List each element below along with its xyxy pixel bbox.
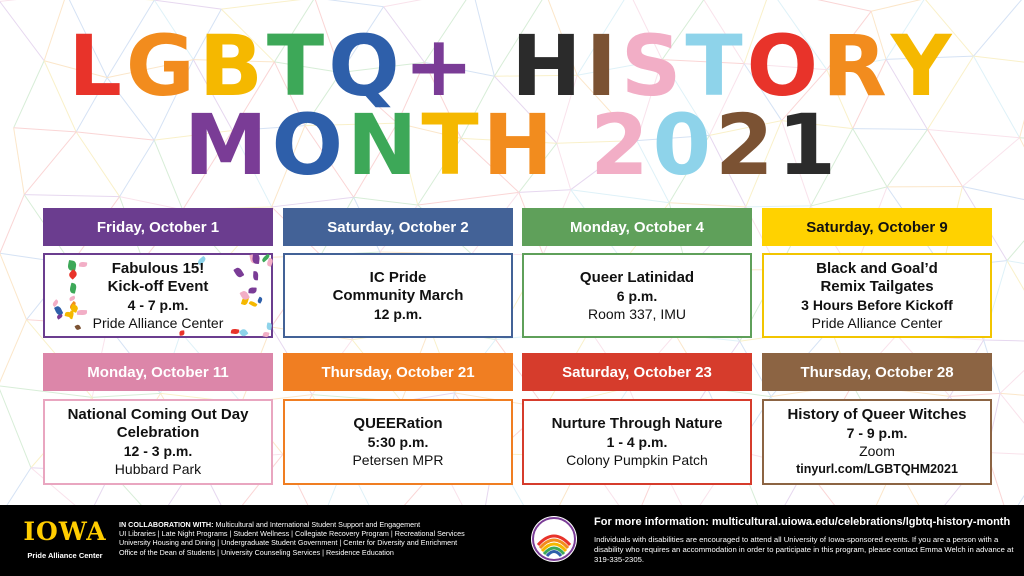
event-place: Zoom — [859, 443, 895, 459]
title-letter: B — [198, 17, 267, 115]
event-place: Pride Alliance Center — [811, 314, 943, 331]
confetti-piece — [68, 283, 77, 294]
event-place: Petersen MPR — [352, 452, 444, 468]
collab-line: UI Libraries | Late Night Programs | Student Wellness | Collegiate Recovery Program | Recreational Services — [119, 529, 465, 539]
collab-line: University Housing and Dining | Undergraduate Student Government | Center for Diversity and Enrichment — [119, 538, 458, 548]
title-letter: Y — [890, 17, 956, 115]
confetti-piece — [179, 331, 185, 336]
confetti-piece — [263, 331, 270, 337]
event-name: Nurture Through Nature — [551, 415, 723, 432]
event-name: Remix Tailgates — [820, 277, 934, 295]
event-time: 4 - 7 p.m. — [127, 296, 189, 313]
event-card — [522, 399, 752, 485]
pride-seal-icon — [530, 515, 578, 563]
title-letter: 0 — [652, 96, 716, 194]
confetti-piece — [257, 297, 264, 304]
event-card — [762, 253, 992, 338]
event-place: Colony Pumpkin Patch — [566, 452, 708, 468]
event-time: 3 Hours Before Kickoff — [801, 296, 953, 313]
event-name: QUEERation — [353, 415, 443, 432]
title-letter: + — [403, 17, 479, 115]
confetti-piece — [251, 254, 259, 265]
event-card — [43, 253, 273, 338]
event-card — [43, 399, 273, 485]
accessibility-disclaimer: Individuals with disabilities are encouraged to attend all University of Iowa-sponsored events. If you are a person with a disability who requires an accommodation in order to participate in this program, please contact Emma Welch in advance at 319-335-2305. — [594, 535, 1014, 564]
event-time: 12 - 3 p.m. — [123, 443, 193, 459]
day-header: Saturday, October 2 — [283, 208, 513, 246]
event-name: Queer Latinidad — [579, 268, 695, 286]
confetti-piece — [230, 329, 239, 335]
title-letter: H — [482, 96, 557, 194]
title-letter: 2 — [715, 96, 778, 194]
title-letter: O — [271, 96, 347, 194]
event-card — [762, 399, 992, 485]
event-time: 12 p.m. — [373, 305, 423, 322]
event-card — [283, 253, 513, 338]
confetti-piece — [68, 295, 75, 301]
title-letter: 1 — [777, 96, 840, 194]
title-letter: M — [183, 96, 272, 194]
event-name: Community March — [332, 286, 464, 304]
title-letter: H — [511, 17, 586, 115]
title-letter: R — [822, 17, 891, 115]
confetti-piece — [67, 269, 77, 279]
confetti-piece — [74, 324, 81, 331]
event-name: Kick-off Event — [107, 277, 209, 295]
day-header: Monday, October 4 — [522, 208, 752, 246]
event-place: Pride Alliance Center — [92, 314, 224, 331]
footer — [0, 505, 1024, 576]
confetti-piece — [79, 262, 87, 268]
day-header: Saturday, October 9 — [762, 208, 992, 246]
day-header: Monday, October 11 — [43, 353, 273, 391]
title-letter — [557, 103, 590, 187]
iowa-logo — [22, 519, 108, 560]
event-time: 7 - 9 p.m. — [846, 425, 908, 441]
event-card — [522, 253, 752, 338]
confetti-piece — [239, 327, 249, 337]
title-letter: T — [421, 96, 483, 194]
title-letter: N — [347, 96, 422, 194]
event-place: Hubbard Park — [114, 461, 202, 477]
day-header: Saturday, October 23 — [522, 353, 752, 391]
title-letter: 2 — [590, 96, 653, 194]
event-name: National Coming Out Day — [67, 406, 249, 423]
title-letter: S — [620, 17, 686, 115]
confetti-piece — [266, 322, 272, 330]
collaboration-list — [119, 520, 529, 557]
event-card — [283, 399, 513, 485]
confetti-piece — [77, 310, 87, 315]
title-line-2 — [0, 96, 1024, 194]
event-place: Room 337, IMU — [587, 305, 687, 322]
title-letter: T — [266, 17, 329, 115]
confetti-piece — [233, 266, 244, 278]
pride-alliance-center-label: Pride Alliance Center — [27, 551, 103, 560]
day-header: Thursday, October 28 — [762, 353, 992, 391]
title-letter: O — [746, 17, 823, 115]
day-header: Friday, October 1 — [43, 208, 273, 246]
more-info-link[interactable]: For more information: multicultural.uiowa.edu/celebrations/lgbtq-history-month — [594, 516, 1011, 528]
event-name: Celebration — [116, 424, 200, 441]
confetti-piece — [249, 287, 257, 294]
event-time: 1 - 4 p.m. — [606, 434, 668, 450]
collab-line: Multicultural and International Student Support and Engagement — [215, 520, 421, 529]
confetti-piece — [248, 300, 257, 308]
title-letter: G — [125, 17, 199, 115]
title-letter: L — [68, 17, 126, 115]
event-time: 6 p.m. — [616, 287, 658, 304]
collab-lead: IN COLLABORATION WITH: — [119, 520, 214, 529]
title-letter: I — [585, 17, 621, 115]
collab-line: Office of the Dean of Students | University Counseling Services | Residence Education — [119, 547, 394, 557]
iowa-wordmark: IOWA — [23, 517, 107, 546]
event-link[interactable]: tinyurl.com/LGBTQHM2021 — [796, 462, 958, 476]
confetti-piece — [252, 271, 258, 280]
event-name: Black and Goal’d — [816, 259, 938, 277]
event-time: 5:30 p.m. — [367, 434, 429, 450]
title-letter: T — [685, 17, 747, 115]
title-letter: Q — [328, 17, 404, 115]
event-name: IC Pride — [369, 268, 427, 286]
event-name: Fabulous 15! — [111, 259, 205, 277]
day-header: Thursday, October 21 — [283, 353, 513, 391]
event-name: History of Queer Witches — [787, 406, 967, 423]
